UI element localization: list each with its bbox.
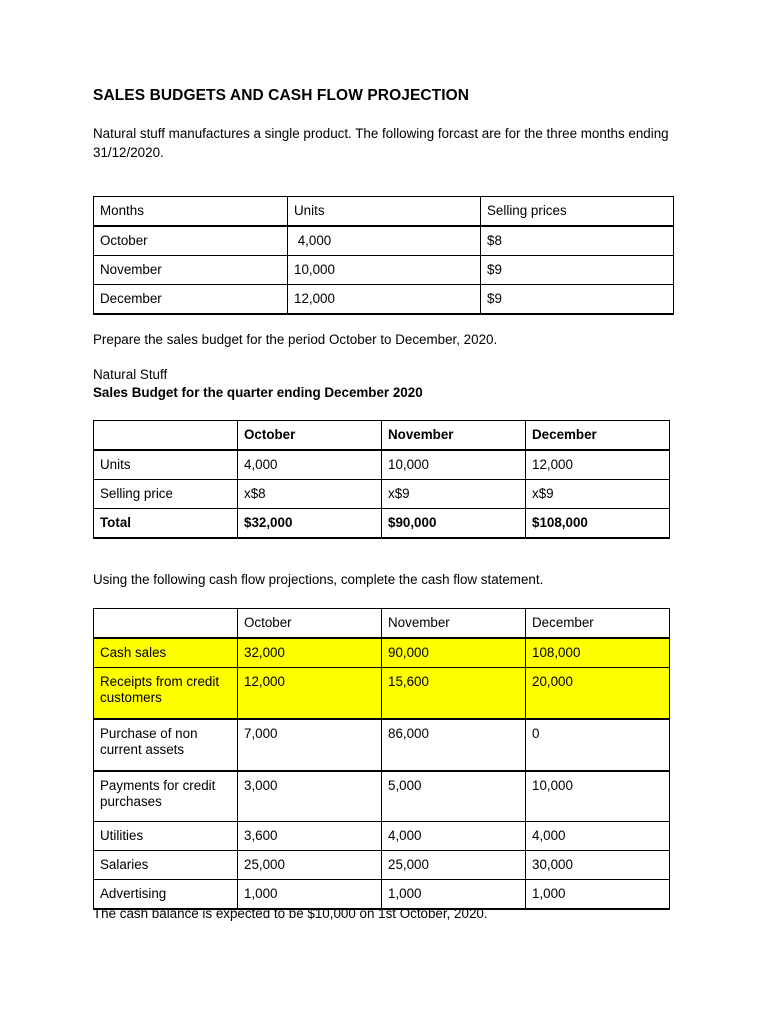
company-name: Natural Stuff xyxy=(93,367,168,382)
table-cell: 90,000 xyxy=(382,638,526,668)
page-title: SALES BUDGETS AND CASH FLOW PROJECTION xyxy=(93,87,470,104)
table-cell: 1,000 xyxy=(382,880,526,910)
table-cell: 5,000 xyxy=(382,771,526,822)
table-cell: 4,000 xyxy=(382,822,526,851)
forecast-table xyxy=(93,196,674,315)
table-cell: 25,000 xyxy=(382,851,526,880)
header-cell: November xyxy=(382,609,526,639)
table-cell: x$9 xyxy=(526,480,670,509)
table-cell: Purchase of non current assets xyxy=(94,719,238,771)
table-row xyxy=(94,450,670,480)
table-cell: 108,000 xyxy=(526,638,670,668)
table-cell: 12,000 xyxy=(288,285,481,315)
header-cell: Months xyxy=(94,197,288,227)
cash-flow-table xyxy=(93,608,670,910)
header-cell xyxy=(94,609,238,639)
sales-budget-instruction: Prepare the sales budget for the period October to December, 2020. xyxy=(93,332,498,347)
table-cell: Receipts from credit customers xyxy=(94,668,238,720)
table-cell: 20,000 xyxy=(526,668,670,720)
table-cell: 1,000 xyxy=(238,880,382,910)
table-row xyxy=(94,822,670,851)
table-cell: 10,000 xyxy=(382,450,526,480)
table-row xyxy=(94,771,670,822)
table-cell: Total xyxy=(94,509,238,539)
table-cell: x$9 xyxy=(382,480,526,509)
header-cell: December xyxy=(526,421,670,451)
header-cell: Selling prices xyxy=(481,197,674,227)
header-cell: December xyxy=(526,609,670,639)
table-row xyxy=(94,480,670,509)
sales-budget-table xyxy=(93,420,670,539)
closing-note: The cash balance is expected to be $10,000 on 1st October, 2020. xyxy=(93,906,488,921)
highlighted-row xyxy=(94,638,670,668)
table-cell: 7,000 xyxy=(238,719,382,771)
table-cell: 4,000 xyxy=(288,226,481,256)
table-header-row xyxy=(94,197,674,227)
header-cell: November xyxy=(382,421,526,451)
table-cell: November xyxy=(94,256,288,285)
table-cell: December xyxy=(94,285,288,315)
table-cell: 4,000 xyxy=(526,822,670,851)
sales-budget-subtitle: Sales Budget for the quarter ending December 2020 xyxy=(93,385,423,400)
table-cell: Payments for credit purchases xyxy=(94,771,238,822)
table-cell: October xyxy=(94,226,288,256)
table-cell: x$8 xyxy=(238,480,382,509)
table-cell: Salaries xyxy=(94,851,238,880)
header-cell: October xyxy=(238,421,382,451)
table-row xyxy=(94,851,670,880)
table-cell: 3,600 xyxy=(238,822,382,851)
table-cell: 10,000 xyxy=(526,771,670,822)
table-cell: 4,000 xyxy=(238,450,382,480)
intro-paragraph: Natural stuff manufactures a single product. The following forcast are for the three months ending 31/12/2020. xyxy=(93,126,669,160)
table-cell: $9 xyxy=(481,256,674,285)
header-cell: October xyxy=(238,609,382,639)
table-cell: Cash sales xyxy=(94,638,238,668)
header-cell: Units xyxy=(288,197,481,227)
table-cell: 10,000 xyxy=(288,256,481,285)
table-header-row xyxy=(94,609,670,639)
table-cell: 86,000 xyxy=(382,719,526,771)
table-header-row xyxy=(94,421,670,451)
table-row xyxy=(94,226,674,256)
table-cell: Utilities xyxy=(94,822,238,851)
table-cell: $9 xyxy=(481,285,674,315)
table-cell: $8 xyxy=(481,226,674,256)
cash-flow-instruction: Using the following cash flow projections, complete the cash flow statement. xyxy=(93,572,544,587)
table-cell: 12,000 xyxy=(238,668,382,720)
header-cell xyxy=(94,421,238,451)
table-cell: $90,000 xyxy=(382,509,526,539)
table-row xyxy=(94,256,674,285)
table-cell: Selling price xyxy=(94,480,238,509)
highlighted-row xyxy=(94,668,670,720)
table-cell: 30,000 xyxy=(526,851,670,880)
table-row xyxy=(94,285,674,315)
table-total-row xyxy=(94,509,670,539)
table-cell: 32,000 xyxy=(238,638,382,668)
table-cell: Units xyxy=(94,450,238,480)
table-cell: 25,000 xyxy=(238,851,382,880)
table-row xyxy=(94,719,670,771)
table-cell: Advertising xyxy=(94,880,238,910)
table-cell: $108,000 xyxy=(526,509,670,539)
table-cell: 0 xyxy=(526,719,670,771)
table-cell: 1,000 xyxy=(526,880,670,910)
table-cell: 3,000 xyxy=(238,771,382,822)
table-cell: 15,600 xyxy=(382,668,526,720)
table-cell: $32,000 xyxy=(238,509,382,539)
table-cell: 12,000 xyxy=(526,450,670,480)
